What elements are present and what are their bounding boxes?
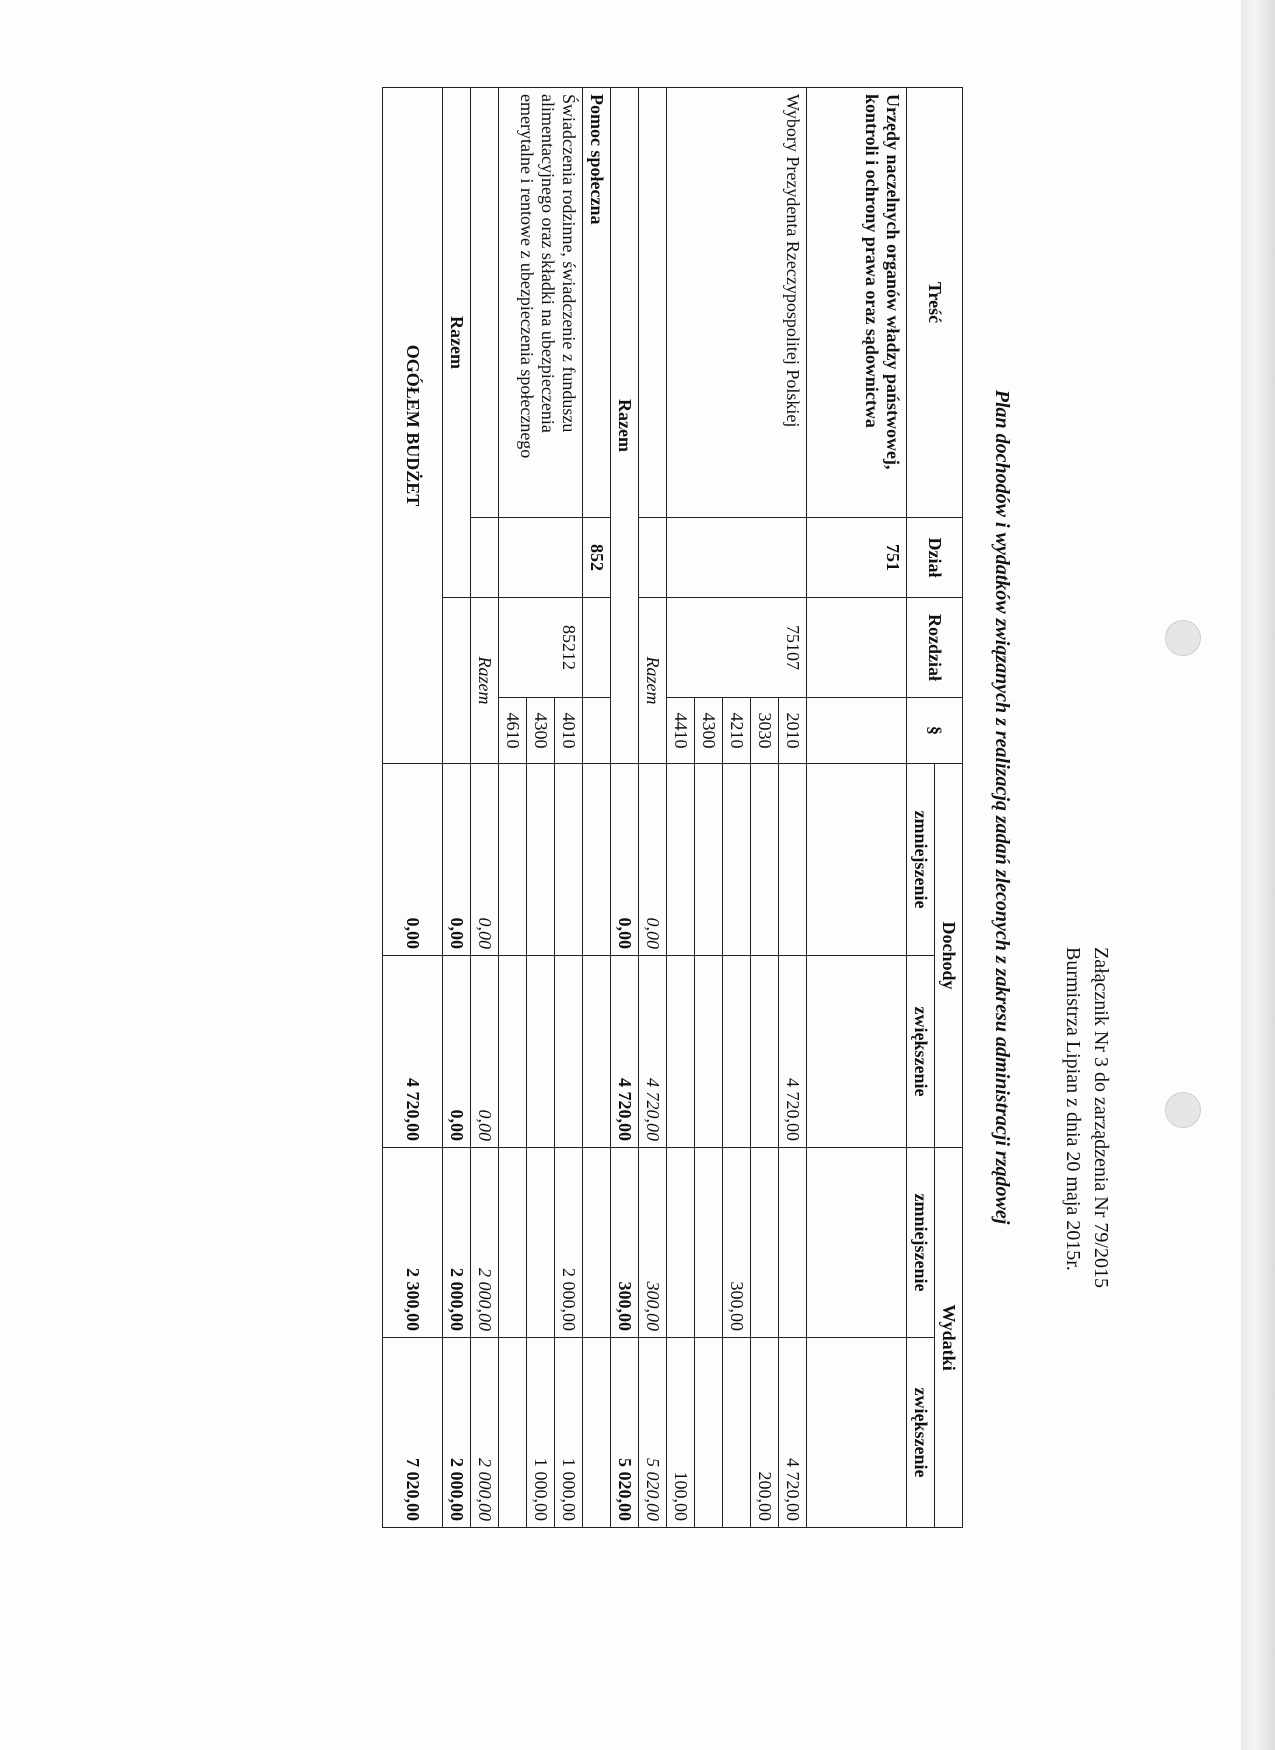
wydatki-zmniejszenie [751, 1148, 779, 1338]
dochody-zmniejszenie [723, 764, 751, 956]
paragraph-code: 4300 [527, 698, 555, 764]
dochody-zmniejszenie [751, 764, 779, 956]
wydatki-zwiekszenie: 200,00 [751, 1338, 779, 1528]
grand-total-label: OGÓŁEM BUDŻET [383, 88, 443, 764]
grand-total-row [383, 88, 443, 1528]
dochody-zmniejszenie [555, 764, 583, 956]
punch-hole-top [1165, 620, 1201, 656]
col-wydatki: Wydatki [935, 1148, 963, 1528]
paragraph-row [555, 88, 583, 1528]
dochody-zwiekszenie [723, 956, 751, 1148]
paragraph-code: 2010 [779, 698, 807, 764]
wydatki-zwiekszenie: 4 720,00 [779, 1338, 807, 1528]
dochody-zwiekszenie [695, 956, 723, 1148]
empty-cell [807, 764, 907, 956]
col-tresc: Treść [907, 88, 963, 518]
paragraph-code: 3030 [751, 698, 779, 764]
dzial-row [807, 88, 907, 1528]
wydatki-zmniejszenie [779, 1148, 807, 1338]
col-wydatki-zwiekszenie: zwiększenie [907, 1338, 935, 1528]
wydatki-zmniejszenie: 2 000,00 [471, 1148, 499, 1338]
dzial-total-label: Razem [443, 88, 471, 598]
dochody-zwiekszenie: 4 720,00 [611, 956, 639, 1148]
paragraph-code: 4010 [555, 698, 583, 764]
dochody-zwiekszenie [555, 956, 583, 1148]
empty-cell [583, 698, 611, 764]
empty-cell [583, 1148, 611, 1338]
col-paragraf: § [907, 698, 963, 764]
empty-cell [471, 518, 499, 598]
paragraph-row [779, 88, 807, 1528]
empty-cell [583, 598, 611, 698]
empty-cell [807, 956, 907, 1148]
rozdzial-total-row [639, 88, 667, 1528]
empty-cell [807, 698, 907, 764]
wydatki-zmniejszenie: 300,00 [611, 1148, 639, 1338]
dochody-zmniejszenie [779, 764, 807, 956]
rozdzial-number: 85212 [499, 598, 583, 698]
wydatki-zwiekszenie: 5 020,00 [611, 1338, 639, 1528]
paragraph-code: 4610 [499, 698, 527, 764]
empty-cell [471, 88, 499, 518]
dochody-zmniejszenie: 0,00 [639, 764, 667, 956]
rozdzial-name: Świadczenia rodzinne, świadczenie z funduszu alimentacyjnego oraz składki na ubezpieczenia emerytalne i rentowe z ubezpieczenia społecznego [499, 88, 583, 518]
dochody-zwiekszenie: 4 720,00 [639, 956, 667, 1148]
empty-cell [807, 1338, 907, 1528]
wydatki-zwiekszenie: 1 000,00 [555, 1338, 583, 1528]
dzial-number: 852 [583, 518, 611, 598]
paragraph-code: 4210 [723, 698, 751, 764]
empty-cell [499, 518, 583, 598]
wydatki-zmniejszenie [667, 1148, 695, 1338]
empty-cell [667, 518, 807, 598]
dochody-zmniejszenie [499, 764, 527, 956]
col-dzial: Dział [907, 518, 963, 598]
paragraph-code: 4410 [667, 698, 695, 764]
wydatki-zmniejszenie: 300,00 [723, 1148, 751, 1338]
dzial-number: 751 [807, 518, 907, 598]
dochody-zwiekszenie: 4 720,00 [779, 956, 807, 1148]
wydatki-zwiekszenie [499, 1338, 527, 1528]
empty-cell [583, 764, 611, 956]
dochody-zwiekszenie: 0,00 [471, 956, 499, 1148]
header-line-2: Burmistrza Lipian z dnia 20 maja 2015r. [1062, 947, 1084, 1271]
page-edge [1241, 0, 1275, 1750]
wydatki-zmniejszenie [695, 1148, 723, 1338]
rozdzial-total-label: Razem [471, 598, 499, 764]
rozdzial-name: Wybory Prezydenta Rzeczypospolitej Polskiej [667, 88, 807, 518]
col-wydatki-zmniejszenie: zmniejszenie [907, 1148, 935, 1338]
dochody-zmniejszenie: 0,00 [443, 764, 471, 956]
dochody-zmniejszenie [667, 764, 695, 956]
wydatki-zmniejszenie: 2 000,00 [443, 1148, 471, 1338]
dochody-zwiekszenie [751, 956, 779, 1148]
wydatki-zwiekszenie: 1 000,00 [527, 1338, 555, 1528]
dochody-zmniejszenie: 0,00 [611, 764, 639, 956]
dzial-total-label: Razem [611, 88, 639, 764]
wydatki-zwiekszenie: 5 020,00 [639, 1338, 667, 1528]
dzial-total-row [611, 88, 639, 1528]
dochody-zwiekszenie [499, 956, 527, 1148]
header-row-1 [935, 88, 963, 1528]
dzial-name: Pomoc społeczna [583, 88, 611, 518]
header-line-1: Załącznik Nr 3 do zarządzenia Nr 79/2015 [1090, 947, 1112, 1288]
budget-table [382, 87, 963, 1528]
col-rozdzial: Rozdział [907, 598, 963, 698]
empty-cell [443, 598, 471, 764]
wydatki-zmniejszenie: 2 300,00 [383, 1148, 443, 1338]
wydatki-zwiekszenie [723, 1338, 751, 1528]
col-dochody: Dochody [935, 764, 963, 1148]
empty-cell [583, 956, 611, 1148]
dochody-zwiekszenie: 4 720,00 [383, 956, 443, 1148]
document-content [55, 87, 1125, 1527]
dochody-zwiekszenie: 0,00 [443, 956, 471, 1148]
empty-cell [639, 518, 667, 598]
wydatki-zwiekszenie [695, 1338, 723, 1528]
wydatki-zwiekszenie: 2 000,00 [471, 1338, 499, 1528]
paragraph-code: 4300 [695, 698, 723, 764]
wydatki-zmniejszenie [499, 1148, 527, 1338]
dochody-zwiekszenie [667, 956, 695, 1148]
col-dochody-zwiekszenie: zwiększenie [907, 956, 935, 1148]
rozdzial-total-label: Razem [639, 598, 667, 764]
wydatki-zwiekszenie: 2 000,00 [443, 1338, 471, 1528]
attachment-header [1059, 947, 1115, 1527]
wydatki-zmniejszenie: 2 000,00 [555, 1148, 583, 1338]
dzial-total-row [443, 88, 471, 1528]
dochody-zmniejszenie: 0,00 [471, 764, 499, 956]
wydatki-zwiekszenie: 7 020,00 [383, 1338, 443, 1528]
empty-cell [639, 88, 667, 518]
dochody-zmniejszenie [527, 764, 555, 956]
document-title: Plan dochodów i wydatków związanych z realizacją zadań zleconych z zakresu administracji rządowej [991, 389, 1013, 1225]
empty-cell [583, 1338, 611, 1528]
wydatki-zwiekszenie: 100,00 [667, 1338, 695, 1528]
dzial-row [583, 88, 611, 1528]
dochody-zmniejszenie [695, 764, 723, 956]
wydatki-zmniejszenie [527, 1148, 555, 1338]
punch-hole-bottom [1165, 1092, 1201, 1128]
dochody-zwiekszenie [527, 956, 555, 1148]
dzial-name: Urzędy naczelnych organów władzy państwowej, kontroli i ochrony prawa oraz sądownictwa [807, 88, 907, 518]
empty-cell [807, 1148, 907, 1338]
wydatki-zmniejszenie: 300,00 [639, 1148, 667, 1338]
col-dochody-zmniejszenie: zmniejszenie [907, 764, 935, 956]
empty-cell [807, 598, 907, 698]
dochody-zmniejszenie: 0,00 [383, 764, 443, 956]
rozdzial-total-row [471, 88, 499, 1528]
rozdzial-number: 75107 [667, 598, 807, 698]
